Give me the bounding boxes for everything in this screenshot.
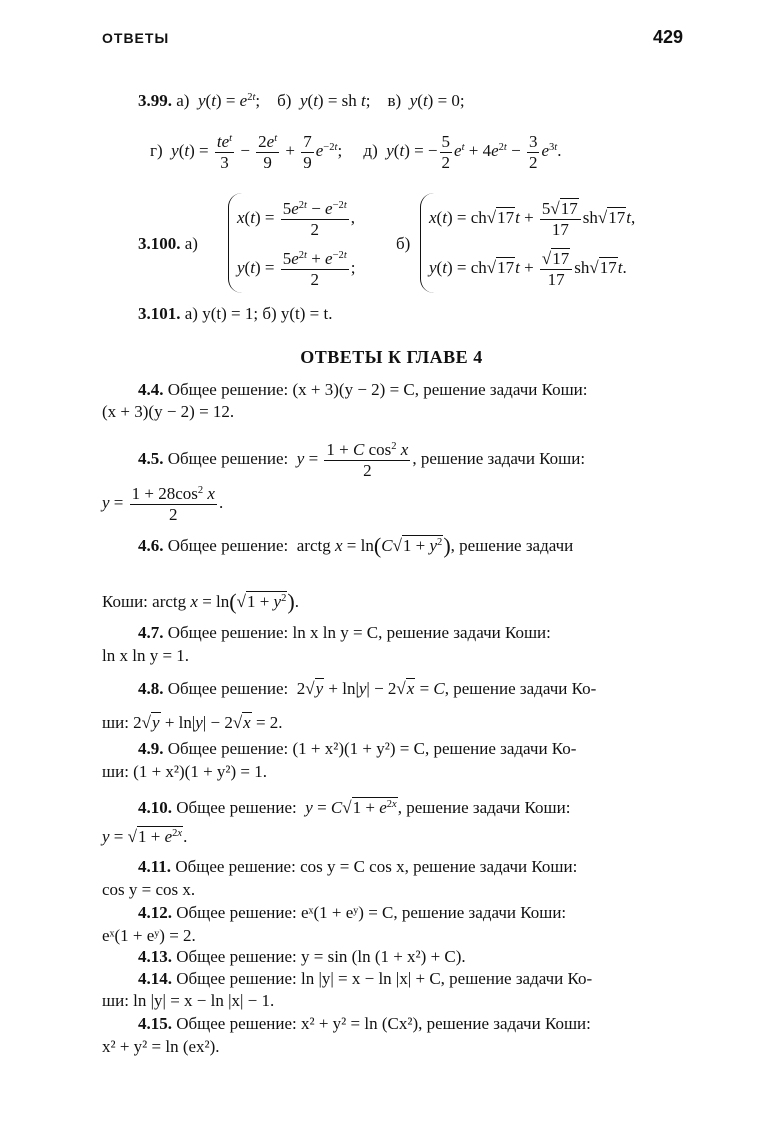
answer-4-15-line2: x² + y² = ln (ex²). (102, 1037, 220, 1056)
answer-text: Общее решение: (167, 536, 289, 556)
item-label: а) (176, 91, 190, 110)
system-a: x(t) = $\frac{5e^{2t} - e^{-2t}}{2}$ , y(t) = $\frac{5e^{2t} + e^{-2t}}{2}$ ; (228, 193, 355, 293)
answer-text: Общее решение: (x + 3)(y − 2) = C, решение задачи Коши: (167, 380, 588, 399)
answer-number: 4.4. (138, 380, 164, 399)
answer-text: Общее решение: ln x ln y = C, решение задачи Коши: (167, 623, 551, 642)
answer-4-12-line1 (138, 902, 566, 923)
answer-3-101 (138, 303, 332, 324)
fraction: $\frac{5}{2}$ (441, 132, 451, 172)
answer-number: 4.11. (138, 857, 172, 876)
answer-text: Общее решение: x² + y² = ln (Cx²), решение задачи Коши: (176, 1014, 591, 1033)
item-label: г) (150, 140, 163, 160)
fraction: $\frac{te^t}{3}$ (216, 132, 233, 172)
answer-4-6-line2: Коши: arctg $x = \ln(√1 + y^2)$. (102, 589, 299, 614)
item-label: а) (184, 234, 198, 253)
answer-number: 4.9. (138, 739, 164, 758)
answer-number: 4.15. (138, 1014, 172, 1033)
answer-4-10-line2: $y = √1 + e^{2x}$. (102, 827, 188, 846)
answer-4-9-line1 (138, 738, 576, 759)
fraction: $\frac{3}{2}$ (528, 132, 538, 172)
answer-4-7-line1 (138, 622, 551, 643)
item-label: в) (387, 91, 402, 110)
answer-4-9-line2: ши: (1 + x²)(1 + y²) = 1. (102, 762, 268, 781)
answer-4-7-line2: ln x ln y = 1. (102, 646, 190, 665)
answer-4-5-line1: 4.5. Общее решение: y = $\frac{1 + C \cos^2 x}{2}$ , решение задачи Коши: (138, 440, 586, 480)
answer-4-11-line1 (138, 856, 577, 877)
answer-number: 4.8. (138, 679, 164, 698)
answer-text: Общее решение: cos y = C cos x, решение задачи Коши: (175, 857, 578, 876)
answer-number: 3.101. (138, 304, 181, 323)
answer-4-12-line2: eˣ(1 + eʸ) = 2. (102, 926, 196, 945)
item-label-b: б) (396, 234, 411, 253)
running-header-title: ОТВЕТЫ (102, 30, 170, 46)
answer-text: Общее решение: (167, 448, 289, 468)
answer-4-4-line2: (x + 3)(y − 2) = 12. (102, 402, 235, 421)
answer-4-10-line1: 4.10. Общее решение: $y = C√1 + e^{2x}$, решение задачи Коши: (138, 798, 571, 817)
answer-4-14-line2: ши: ln |y| = x − ln |x| − 1. (102, 991, 275, 1010)
answer-number: 4.13. (138, 947, 172, 966)
answer-text: , решение задачи Коши: (412, 448, 586, 468)
answer-4-4-line1 (138, 379, 588, 400)
answer-number: 4.6. (138, 536, 164, 556)
answer-text: ши: (102, 713, 129, 732)
page-number: 429 (652, 27, 683, 47)
answer-number: 4.12. (138, 903, 172, 922)
answer-4-8-line1: 4.8. Общее решение: 2√y + ln|y| − 2√x = C, решение задачи Ко- (138, 679, 597, 698)
answer-4-15-line1 (138, 1013, 591, 1034)
answer-3-99-line1: 3.99. а) $y(t) = e^{2t}$; б) y(t) = sh t; в) y(t) = 0; (138, 91, 465, 110)
answer-text: Общее решение: y = sin (ln (1 + x²) + C). (176, 947, 466, 966)
answer-text: Общее решение: (1 + x²)(1 + y²) = C, решение задачи Ко- (167, 739, 577, 758)
chapter-heading: ОТВЕТЫ К ГЛАВЕ 4 (300, 347, 483, 367)
answer-number: 4.5. (138, 448, 164, 468)
answer-text: Общее решение: (176, 798, 297, 817)
formula: y (193, 91, 206, 110)
answer-3-99-line2: г) y(t) = $\frac{te^t}{3}$ − $\frac{2e^t}{9}$ + $\frac{7}{9}$ $e^{-2t}$; д) y(t) = − $\frac{5}{2}$ $e^t + 4e^{2t}$ − $\frac{3}{2}$ $e^{3t}$. (150, 132, 562, 172)
answer-number: 4.7. (138, 623, 164, 642)
answer-number: 4.10. (138, 798, 172, 817)
answer-text: а) y(t) = 1; б) y(t) = t. (184, 304, 333, 323)
answer-text: , решение задачи (450, 536, 574, 556)
item-label: б) (277, 91, 292, 110)
answer-number: 4.14. (138, 969, 172, 988)
answer-4-5-line2: y = $\frac{1 + 28\cos^2 x}{2}$ . (102, 484, 224, 524)
answer-text: Общее решение: (167, 679, 289, 698)
answer-4-11-line2: cos y = cos x. (102, 880, 196, 899)
answer-number: 3.100. (138, 234, 181, 253)
item-label: д) (363, 140, 378, 160)
answer-4-6-line1: 4.6. Общее решение: arctg $x = \ln(C√1 + y^2)$, решение задачи (138, 533, 574, 558)
fraction: $\frac{7}{9}$ (303, 132, 312, 172)
answer-text: Общее решение: eˣ(1 + eʸ) = C, решение задачи Коши: (176, 903, 567, 922)
answer-3-100-label (138, 233, 198, 254)
answer-text: Коши: (102, 592, 148, 612)
answer-text: , решение задачи Ко- (444, 679, 597, 698)
answer-4-13 (138, 946, 466, 967)
answer-text: , решение задачи Коши: (397, 798, 571, 817)
answer-text: Общее решение: ln |y| = x − ln |x| + C, решение задачи Ко- (176, 969, 593, 988)
answer-number: 3.99. (138, 91, 172, 110)
answer-4-14-line1 (138, 968, 592, 989)
system-b: x(t) = ch√17t + $\frac{5√17}{17}$ sh√17t, y(t) = ch√17t + $\frac{√17}{17}$ sh√17t. (420, 193, 635, 293)
answer-4-8-line2: ши: 2√y + ln|y| − 2√x = 2. (102, 713, 283, 732)
fraction: $\frac{2e^t}{9}$ (258, 132, 278, 172)
